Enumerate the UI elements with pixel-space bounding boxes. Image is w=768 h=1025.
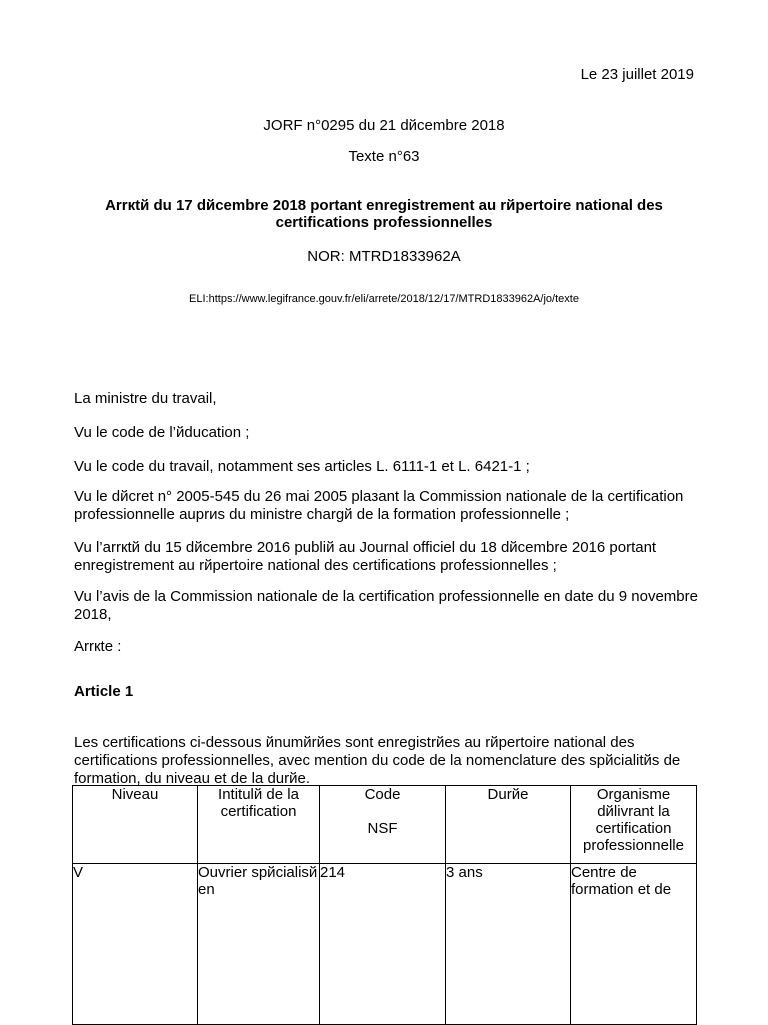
- cell-duree: 3 ans: [446, 864, 571, 1025]
- jorf-reference: JORF n°0295 du 21 dйcembre 2018: [263, 117, 505, 134]
- article-heading: Article 1: [74, 683, 134, 700]
- texte-number: Texte n°63: [348, 148, 420, 165]
- header-code-nsf: NSF: [367, 820, 398, 837]
- header-organisme: Organisme dйlivrant la certification professionnelle: [571, 786, 697, 864]
- arrete-line: Arrкte :: [74, 638, 122, 655]
- eli-link[interactable]: ELI:https://www.legifrance.gouv.fr/eli/arrete/2018/12/17/MTRD1833962A/jo/texte: [189, 293, 579, 305]
- document-title: Arrкtй du 17 dйcembre 2018 portant enregistrement au rйpertoire national des certifications professionnelles: [105, 197, 663, 231]
- vu-paragraph-3: Vu le dйcret n° 2005-545 du 26 mai 2005 plaзant la Commission nationale de la certification professionnelle auprиs du ministre chargй de la formation professionnelle ;: [74, 488, 684, 523]
- header-niveau: Niveau: [73, 786, 198, 864]
- article-text: Les certifications ci-dessous йnumйrйes sont enregistrйes au rйpertoire national des certifications professionnelles, avec mention du code de la nomenclature des spйcialitйs de formation, du niveau et de la durйe.: [74, 734, 681, 787]
- vu-paragraph-4: Vu l’arrкtй du 15 dйcembre 2016 publiй au Journal officiel du 18 dйcembre 2016 portant enregistrement au rйpertoire national des certifications professionnelles ;: [74, 539, 657, 574]
- certifications-table: [72, 785, 697, 1025]
- header-duree: Durйe: [446, 786, 571, 864]
- header-code-label: Code: [364, 786, 401, 803]
- minister-line: La ministre du travail,: [74, 390, 217, 407]
- table-header-row: [73, 786, 697, 864]
- nor-reference: NOR: MTRD1833962A: [307, 248, 461, 265]
- table-row: [73, 864, 697, 1025]
- cell-niveau: V: [73, 864, 198, 1025]
- vu-paragraph-1: Vu le code de l’йducation ;: [74, 424, 250, 441]
- cell-code: 214: [320, 864, 446, 1025]
- vu-paragraph-2: Vu le code du travail, notamment ses articles L. 6111-1 et L. 6421-1 ;: [74, 458, 530, 475]
- cell-organisme: Centre de formation et de: [571, 864, 697, 1025]
- header-intitule: Intitulй de la certification: [198, 786, 320, 864]
- cell-intitule: Ouvrier spйcialisй en: [198, 864, 320, 1025]
- header-code: [320, 786, 446, 864]
- vu-paragraph-5: Vu l’avis de la Commission nationale de la certification professionnelle en date du 9 novembre 2018,: [74, 588, 698, 623]
- document-date: Le 23 juillet 2019: [580, 66, 694, 83]
